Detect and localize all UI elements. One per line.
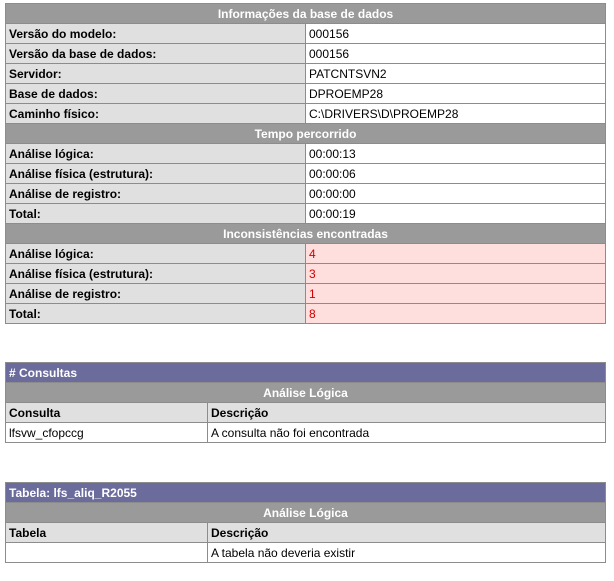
- table-row: [6, 64, 606, 84]
- row-label: Total:: [6, 204, 306, 224]
- table-row: [6, 264, 606, 284]
- table-row: [6, 104, 606, 124]
- row-value: C:\DRIVERS\D\PROEMP28: [306, 104, 606, 124]
- table-row: [6, 304, 606, 324]
- row-value: 000156: [306, 44, 606, 64]
- row-value: 00:00:06: [306, 164, 606, 184]
- row-value: 00:00:13: [306, 144, 606, 164]
- table-row: [6, 24, 606, 44]
- row-value: 3: [306, 264, 606, 284]
- consulta-name: lfsvw_cfopccg: [6, 423, 208, 443]
- row-label: Versão do modelo:: [6, 24, 306, 44]
- row-value: 00:00:19: [306, 204, 606, 224]
- table-row: [6, 184, 606, 204]
- consultas-subheader: Análise Lógica: [6, 383, 606, 403]
- tabela-name: [6, 543, 208, 563]
- section-inconsistencies: Inconsistências encontradas: [6, 224, 606, 244]
- table-row: [6, 204, 606, 224]
- section-database-info: Informações da base de dados: [6, 4, 606, 24]
- row-label: Análise lógica:: [6, 244, 306, 264]
- row-label: Versão da base de dados:: [6, 44, 306, 64]
- consultas-title: # Consultas: [6, 363, 606, 383]
- table-row: [6, 244, 606, 264]
- table-row: [6, 423, 606, 443]
- row-label: Caminho físico:: [6, 104, 306, 124]
- section-elapsed-time: Tempo percorrido: [6, 124, 606, 144]
- row-value: PATCNTSVN2: [306, 64, 606, 84]
- tabela-col-descricao: Descrição: [208, 523, 606, 543]
- consultas-col-descricao: Descrição: [208, 403, 606, 423]
- row-value: 4: [306, 244, 606, 264]
- row-label: Análise lógica:: [6, 144, 306, 164]
- row-label: Base de dados:: [6, 84, 306, 104]
- row-value: DPROEMP28: [306, 84, 606, 104]
- row-label: Análise física (estrutura):: [6, 264, 306, 284]
- row-value: 8: [306, 304, 606, 324]
- tabela-desc: A tabela não deveria existir: [208, 543, 606, 563]
- row-label: Total:: [6, 304, 306, 324]
- row-label: Análise de registro:: [6, 284, 306, 304]
- row-value: 00:00:00: [306, 184, 606, 204]
- table-row: [6, 84, 606, 104]
- row-label: Servidor:: [6, 64, 306, 84]
- database-info-table: [5, 3, 606, 324]
- table-row: [6, 44, 606, 64]
- consulta-desc: A consulta não foi encontrada: [208, 423, 606, 443]
- table-row: [6, 144, 606, 164]
- row-label: Análise de registro:: [6, 184, 306, 204]
- table-row: [6, 164, 606, 184]
- tabela-title: Tabela: lfs_aliq_R2055: [6, 483, 606, 503]
- row-value: 000156: [306, 24, 606, 44]
- tabela-subheader: Análise Lógica: [6, 503, 606, 523]
- row-value: 1: [306, 284, 606, 304]
- consultas-col-consulta: Consulta: [6, 403, 208, 423]
- table-row: [6, 543, 606, 563]
- consultas-table: [5, 362, 606, 443]
- row-label: Análise física (estrutura):: [6, 164, 306, 184]
- tabela-table: [5, 482, 606, 563]
- tabela-col-tabela: Tabela: [6, 523, 208, 543]
- table-row: [6, 284, 606, 304]
